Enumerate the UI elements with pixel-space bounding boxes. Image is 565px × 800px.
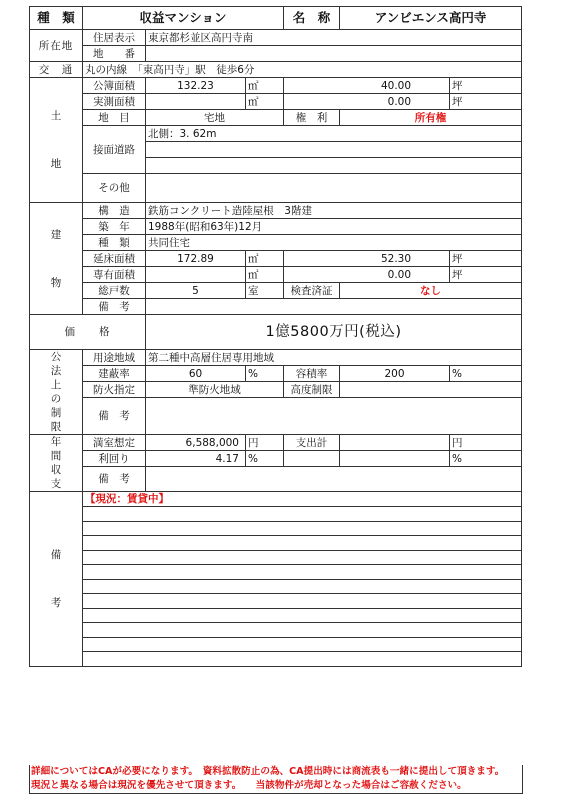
measured-area-sqm (146, 94, 246, 110)
address-value: 東京都杉並区高円寺南 (146, 30, 522, 46)
sqm-unit: ㎡ (246, 78, 284, 94)
income-remarks-row (30, 467, 522, 476)
zoning-value: 第二種中高層住居専用地域 (146, 350, 522, 366)
inspection-label: 検査済証 (284, 283, 340, 299)
type-value: 収益マンション (83, 7, 284, 30)
road-value-blank (146, 158, 522, 174)
units-value: 5 (146, 283, 246, 299)
units-row (30, 283, 522, 299)
road-value-blank (146, 142, 522, 158)
price-row (30, 315, 522, 350)
yield-value: 4.17 (146, 451, 246, 467)
remarks-line-blank (83, 637, 522, 652)
remarks-line-blank (83, 579, 522, 594)
lot-row (30, 46, 522, 62)
name-label: 名 称 (284, 7, 340, 30)
land-category-row (30, 110, 522, 126)
structure-value: 鉄筋コンクリート造陸屋根 3階建 (146, 203, 522, 219)
tsubo-unit: 坪 (450, 94, 522, 110)
kind-value: 共同住宅 (146, 235, 522, 251)
road-value: 北側：3. 62m (146, 126, 522, 142)
lot-value (146, 46, 522, 62)
location-label: 所在地 (30, 30, 83, 62)
yield-label: 利回り (83, 451, 146, 467)
remarks-line (30, 623, 522, 638)
units-label: 総戸数 (83, 283, 146, 299)
building-label (30, 203, 83, 315)
units-unit: 室 (246, 283, 284, 299)
registered-area-label: 公簿面積 (83, 78, 146, 94)
coverage-label: 建蔽率 (83, 366, 146, 382)
remarks-line (30, 579, 522, 594)
property-table (29, 6, 522, 667)
road-label: 接面道路 (83, 126, 146, 174)
expense-label: 支出計 (284, 435, 340, 451)
remarks-label-top: 備 (50, 548, 62, 561)
remarks-label (30, 492, 83, 667)
building-remarks-label: 備 考 (83, 299, 146, 315)
remarks-line (30, 521, 522, 536)
percent-unit: % (246, 451, 284, 467)
exclusive-area-label: 専有面積 (83, 267, 146, 283)
remarks-line-blank (83, 623, 522, 638)
floor-area-row (30, 251, 522, 267)
yield-row (30, 451, 522, 467)
blank-cell (284, 451, 340, 467)
percent-unit: % (246, 366, 284, 382)
yen-unit: 円 (450, 435, 522, 451)
legal-label (30, 350, 83, 435)
price-value: 1億5800万円(税込) (146, 315, 522, 350)
remarks-status-row (30, 492, 522, 507)
remarks-line (30, 637, 522, 652)
percent-unit: % (450, 451, 522, 467)
remarks-line-blank (83, 565, 522, 580)
fire-label: 防火指定 (83, 382, 146, 398)
remarks-status: 【現況：賃貸中】 (83, 492, 522, 507)
remarks-line (30, 536, 522, 551)
legal-remarks-value (146, 398, 522, 435)
inspection-value: なし (340, 283, 522, 299)
income-label (30, 435, 83, 492)
structure-row (30, 203, 522, 219)
built-label: 築 年 (83, 219, 146, 235)
remarks-line-blank (83, 536, 522, 551)
floor-area-label: 延床面積 (83, 251, 146, 267)
remarks-line (30, 608, 522, 623)
yen-unit: 円 (246, 435, 284, 451)
remarks-line (30, 550, 522, 565)
measured-area-label: 実測面積 (83, 94, 146, 110)
registered-area-sqm: 132.23 (146, 78, 246, 94)
footer-notes (29, 765, 523, 794)
building-remarks-value (146, 299, 522, 315)
income-remarks-value (146, 467, 522, 492)
building-label-bottom: 物 (50, 276, 62, 289)
sqm-unit: ㎡ (246, 251, 284, 267)
address-label: 住居表示 (83, 30, 146, 46)
full-occupancy-value: 6,588,000 (146, 435, 246, 451)
building-label-top: 建 (50, 228, 62, 241)
income-remarks-label: 備 考 (83, 467, 146, 492)
land-label (30, 78, 83, 203)
transport-row (30, 62, 522, 78)
measured-area-tsubo: 0.00 (284, 94, 450, 110)
income-label-text: 年間収支 (50, 436, 62, 490)
kind-label: 種 類 (83, 235, 146, 251)
coverage-value: 60 (146, 366, 246, 382)
zoning-row (30, 350, 522, 366)
far-value: 200 (340, 366, 450, 382)
tsubo-unit: 坪 (450, 251, 522, 267)
land-road-row (30, 126, 522, 142)
far-label: 容積率 (284, 366, 340, 382)
floor-area-tsubo: 52.30 (284, 251, 450, 267)
rights-label: 権 利 (284, 110, 340, 126)
land-label-top: 土 (50, 110, 62, 122)
remarks-line-blank (83, 550, 522, 565)
kind-row (30, 235, 522, 251)
legal-remarks-row (30, 398, 522, 419)
floor-area-sqm: 172.89 (146, 251, 246, 267)
price-label: 価 格 (30, 315, 146, 350)
remarks-line (30, 565, 522, 580)
percent-unit: % (450, 366, 522, 382)
zoning-label: 用途地域 (83, 350, 146, 366)
remarks-line-blank (83, 507, 522, 522)
transport-value: 丸の内線 「東高円寺」駅 徒歩6分 (83, 62, 522, 78)
fire-value: 準防火地域 (146, 382, 284, 398)
remarks-line (30, 652, 522, 667)
remarks-line (30, 594, 522, 609)
tsubo-unit: 坪 (450, 267, 522, 283)
exclusive-area-tsubo: 0.00 (284, 267, 450, 283)
property-name: アンビエンス高円寺 (340, 7, 522, 30)
lot-label: 地 番 (83, 46, 146, 62)
location-row (30, 30, 522, 46)
land-registered-row (30, 78, 522, 94)
category-label: 地 目 (83, 110, 146, 126)
full-occupancy-label: 満室想定 (83, 435, 146, 451)
registered-area-tsubo: 40.00 (284, 78, 450, 94)
built-row (30, 219, 522, 235)
expense-value (340, 435, 450, 451)
rights-value: 所有権 (340, 110, 522, 126)
exclusive-area-row (30, 267, 522, 283)
footer-line-1: 詳細についてはCAが必要になります。 資料拡散防止の為、CA提出時には商流表も一緒に提出して頂きます。 (31, 766, 505, 777)
remarks-label-bottom: 考 (50, 596, 62, 609)
land-measured-row (30, 94, 522, 110)
sqm-unit: ㎡ (246, 94, 284, 110)
category-value: 宅地 (146, 110, 284, 126)
property-sheet (29, 6, 521, 667)
remarks-line-blank (83, 521, 522, 536)
legal-remarks-label: 備 考 (83, 398, 146, 435)
remarks-line-blank (83, 652, 522, 667)
full-occupancy-row (30, 435, 522, 451)
height-value (340, 382, 522, 398)
header-row (30, 7, 522, 30)
blank-cell (340, 451, 450, 467)
land-label-bottom: 地 (50, 158, 62, 170)
tsubo-unit: 坪 (450, 78, 522, 94)
exclusive-area-sqm (146, 267, 246, 283)
transport-label: 交 通 (30, 62, 83, 78)
footer-line-2: 現況と異なる場合は現況を優先させて頂きます。 当該物件が売却となった場合はご容赦ください。 (31, 780, 467, 791)
remarks-line-blank (83, 594, 522, 609)
sqm-unit: ㎡ (246, 267, 284, 283)
other-label: その他 (83, 174, 146, 203)
land-other-row (30, 174, 522, 203)
structure-label: 構 造 (83, 203, 146, 219)
legal-label-text: 公法上の制限 (50, 351, 62, 433)
other-value (146, 174, 522, 203)
height-label: 高度制限 (284, 382, 340, 398)
built-value: 1988年(昭和63年)12月 (146, 219, 522, 235)
remarks-line (30, 507, 522, 522)
remarks-line-blank (83, 608, 522, 623)
type-label: 種 類 (30, 7, 83, 30)
fire-row (30, 382, 522, 398)
coverage-row (30, 366, 522, 382)
